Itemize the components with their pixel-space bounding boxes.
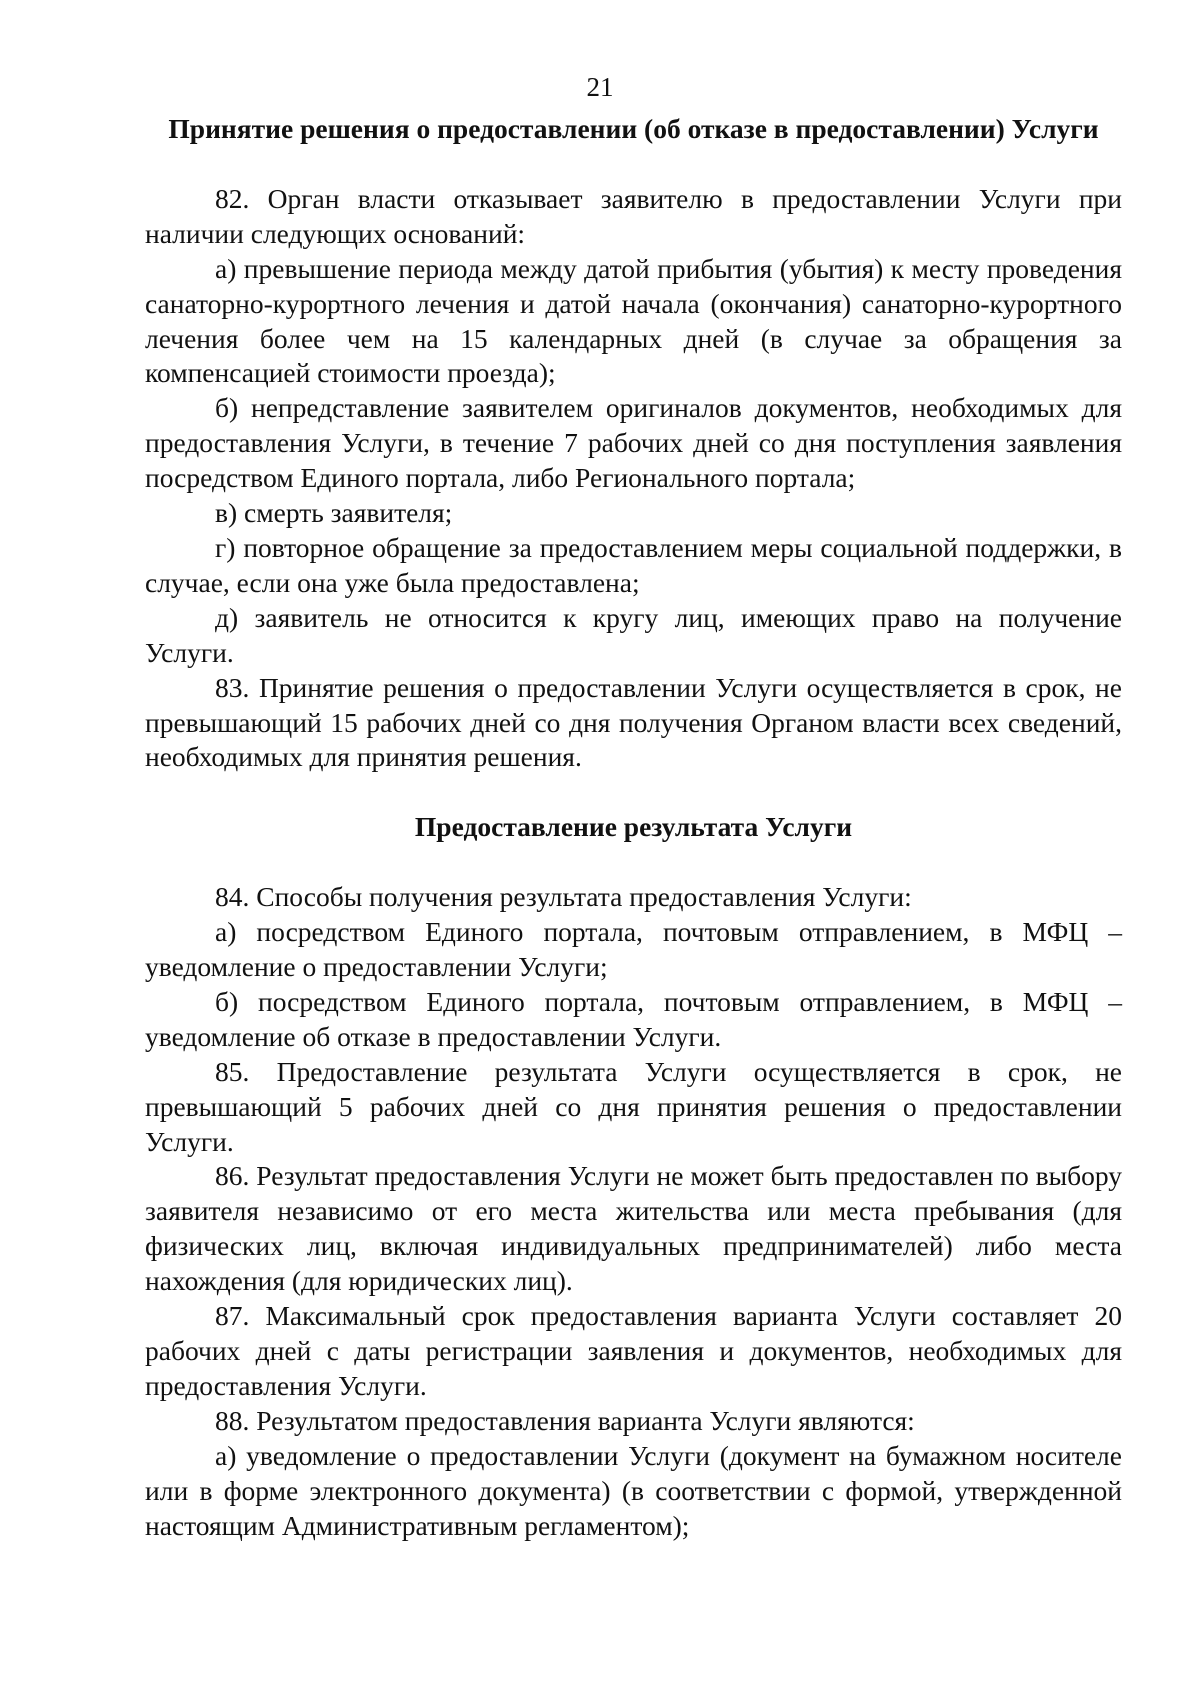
paragraph-82: 82. Орган власти отказывает заявителю в предоставлении Услуги при наличии следующих оснований: (145, 182, 1122, 249)
list-item-82-v: в) смерть заявителя; (215, 497, 453, 529)
section-heading-result: Предоставление результата Услуги (414, 811, 853, 843)
list-item-82-b: б) непредставление заявителем оригиналов документов, необходимых для предоставления Услуги, в течение 7 рабочих дней со дня поступления заявления посредством Единого портала, либо Регионального портала; (145, 392, 1122, 494)
list-item-82-d: д) заявитель не относится к кругу лиц, имеющих право на получение Услуги. (145, 601, 1122, 668)
page-number: 21 (586, 72, 614, 102)
list-item-88-a: а) уведомление о предоставлении Услуги (документ на бумажном носителе или в форме электронного документа) (в соответствии с формой, утвержденной настоящим Административным регламентом); (145, 1439, 1122, 1541)
paragraph-83: 83. Принятие решения о предоставлении Услуги осуществляется в срок, не превышающий 15 рабочих дней со дня получения Органом власти всех сведений, необходимых для принятия решения. (145, 671, 1122, 773)
paragraph-84: 84. Способы получения результата предоставления Услуги: (215, 881, 912, 913)
list-item-84-b: б) посредством Единого портала, почтовым отправлением, в МФЦ – уведомление об отказе в предоставлении Услуги. (145, 985, 1122, 1052)
paragraph-87: 87. Максимальный срок предоставления варианта Услуги составляет 20 рабочих дней с даты регистрации заявления и документов, необходимых для предоставления Услуги. (145, 1300, 1122, 1401)
list-item-82-g: г) повторное обращение за предоставлением меры социальной поддержки, в случае, если она уже была предоставлена; (145, 531, 1122, 598)
list-item-82-a: а) превышение периода между датой прибытия (убытия) к месту проведения санаторно-курортного лечения и датой начала (окончания) санаторно-курортного лечения более чем на 15 календарных дней (в случае за обращения за компенсацией стоимости проезда); (145, 252, 1122, 389)
document-body (145, 112, 1122, 1543)
list-item-84-a: а) посредством Единого портала, почтовым отправлением, в МФЦ – уведомление о предоставлении Услуги; (145, 916, 1122, 983)
section-heading-decision: Принятие решения о предоставлении (об отказе в предоставлении) Услуги (168, 113, 1099, 144)
paragraph-85: 85. Предоставление результата Услуги осуществляется в срок, не превышающий 5 рабочих дней со дня принятия решения о предоставлении Услуги. (145, 1055, 1122, 1157)
paragraph-86: 86. Результат предоставления Услуги не может быть предоставлен по выбору заявителя независимо от его места жительства или места пребывания (для физических лиц, включая индивидуальных предпринимателей) либо места нахождения (для юридических лиц). (145, 1160, 1122, 1297)
paragraph-88: 88. Результатом предоставления варианта Услуги являются: (215, 1404, 915, 1436)
